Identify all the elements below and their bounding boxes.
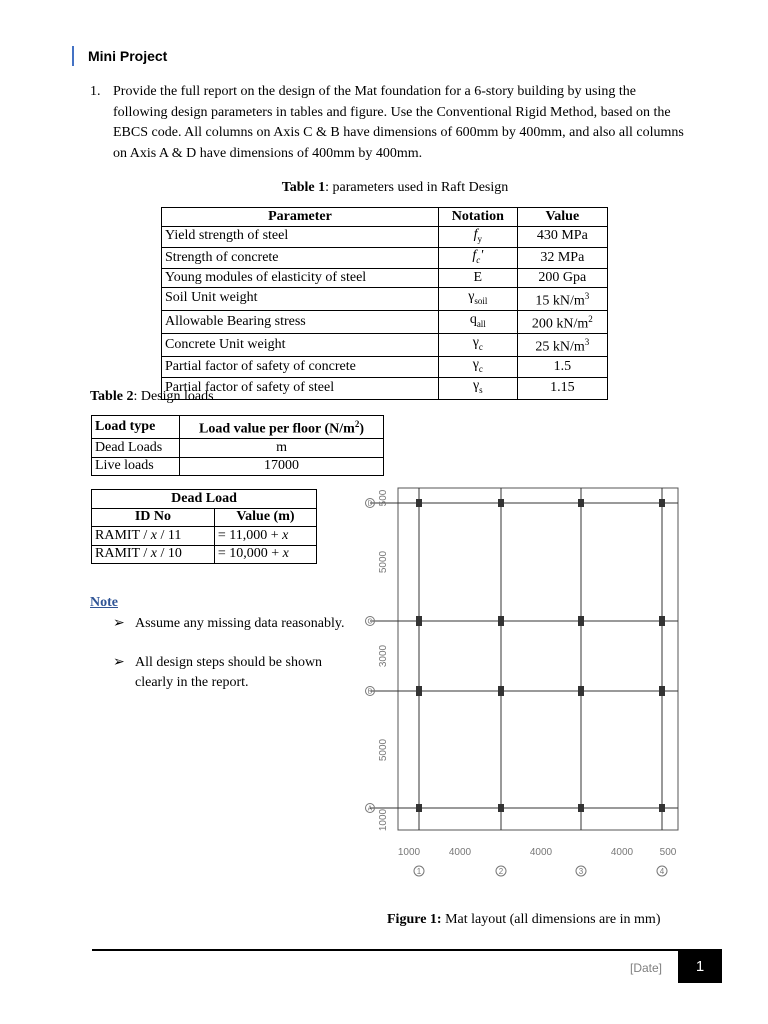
table1-caption (160, 180, 630, 196)
arrow-bullet-icon: ➢ (113, 655, 125, 670)
vertical-dim-label: 500 (378, 489, 389, 507)
table-title-cell: Dead Load (92, 490, 317, 509)
column (578, 686, 584, 696)
table-cell: E (438, 269, 517, 288)
table-cell: 1.15 (517, 378, 607, 399)
mat-layout-figure (360, 480, 690, 890)
note-item (113, 653, 353, 692)
column (498, 499, 504, 507)
note-item (113, 614, 353, 634)
table-cell: Young modules of elasticity of steel (162, 269, 439, 288)
column (416, 616, 422, 626)
column (498, 686, 504, 696)
table-cell: Yield strength of steel (162, 226, 439, 247)
table-cell: Partial factor of safety of steel (162, 378, 439, 399)
table-title-row (92, 490, 317, 509)
table-cell: 25 $kN/m^3$ (517, 333, 607, 356)
row-axis-markers (366, 499, 375, 813)
table-cell: 17000 (180, 457, 384, 476)
table2-caption (90, 389, 214, 405)
table-row (162, 287, 608, 310)
note-item-text: All design steps should be shown clearly in the report. (135, 655, 323, 690)
table-header-cell: Load value per floor $(N/m^2)$ (180, 416, 384, 439)
table-header-row (92, 508, 317, 527)
table-cell: 1.5 (517, 357, 607, 378)
column (498, 804, 504, 812)
table-cell: RAMIT / x / 11 (92, 527, 215, 546)
notation-cell: $\gamma_s$ (438, 378, 517, 399)
columns (416, 499, 665, 812)
table-cell: Dead Loads (92, 439, 180, 458)
column (416, 499, 422, 507)
row-axis-label: C (367, 618, 373, 626)
table-cell: Strength of concrete (162, 247, 439, 268)
table-cell: 200 $kN/m^2$ (517, 310, 607, 333)
horizontal-dim-label: 4000 (448, 847, 472, 858)
vertical-dim-label: 5000 (378, 738, 389, 762)
table-header-cell: ID No (92, 508, 215, 527)
table-header-row (162, 208, 608, 227)
table-row (162, 247, 608, 268)
vertical-dim-label: 3000 (378, 644, 389, 668)
column (659, 804, 665, 812)
dead-load-table (91, 489, 317, 564)
column (659, 499, 665, 507)
table-cell: 15 $kN/m^3$ (517, 287, 607, 310)
column (416, 686, 422, 696)
column-axis-label: 4 (659, 867, 665, 876)
table-header-row (92, 416, 384, 439)
table-cell: = 10,000 + x (214, 545, 316, 564)
row-axis-label: D (367, 500, 373, 508)
slab-outline (398, 488, 678, 830)
notation-cell: $\gamma_c$ (438, 357, 517, 378)
table-row (162, 333, 608, 356)
column (498, 616, 504, 626)
row-axis-label: B (367, 688, 373, 696)
table-cell: Concrete Unit weight (162, 333, 439, 356)
column (659, 686, 665, 696)
horizontal-dimensions (398, 847, 677, 858)
figure-caption (387, 912, 660, 928)
page-number: 1 (678, 951, 722, 983)
footer-divider (92, 949, 722, 951)
table-row (162, 226, 608, 247)
notation-cell: $\gamma_c$ (438, 333, 517, 356)
vertical-dim-label: 5000 (378, 550, 389, 574)
notation-cell: $\gamma_{soil}$ (438, 287, 517, 310)
column-axis-label: 3 (578, 867, 584, 876)
notation-cell: $f_y$ (438, 226, 517, 247)
table-row (162, 269, 608, 288)
table-cell: Soil Unit weight (162, 287, 439, 310)
vertical-dim-label: 1000 (378, 808, 389, 832)
table-header-cell: Notation (438, 208, 517, 227)
table1-caption-label: Table 1 (281, 180, 326, 195)
horizontal-dim-label: 4000 (529, 847, 553, 858)
table-cell: 430 MPa (517, 226, 607, 247)
table2-caption-label: Table 2 (90, 389, 134, 404)
table-cell: 32 MPa (517, 247, 607, 268)
table-row (162, 310, 608, 333)
table1-caption-text: : parameters used in Raft Design (325, 180, 509, 195)
question-text: Provide the full report on the design of the Mat foundation for a 6-story building by using the following design parameters in tables and figure. Use the Conventional Rigid Method, based on the EBCS code. All columns on Axis C & B have dimensions of 600mm by 400mm, and also all columns on Axis A & D have dimensions of 400mm by 400mm. (113, 84, 684, 161)
notation-cell: $f_c'$ (438, 247, 517, 268)
table-row (162, 357, 608, 378)
table-header-cell: Parameter (162, 208, 439, 227)
notation-cell: $q_{all}$ (438, 310, 517, 333)
table-row (92, 439, 384, 458)
figure-caption-label: Figure 1: (387, 912, 442, 927)
note-item-text: Assume any missing data reasonably. (135, 616, 345, 631)
question-number: 1. (90, 84, 101, 99)
column-axis-label: 1 (416, 867, 422, 876)
table-row (92, 527, 317, 546)
horizontal-dim-label: 500 (659, 847, 677, 858)
table-cell: Live loads (92, 457, 180, 476)
horizontal-dim-label: 4000 (610, 847, 634, 858)
footer-date: [Date] (630, 961, 663, 975)
column (659, 616, 665, 626)
table-cell: 200 Gpa (517, 269, 607, 288)
column-axis-markers (414, 866, 667, 876)
table-cell: RAMIT / x / 10 (92, 545, 215, 564)
design-loads-table (91, 415, 384, 476)
column (578, 499, 584, 507)
vertical-dimensions (378, 489, 389, 831)
column (416, 804, 422, 812)
row-axis-label: A (367, 805, 373, 813)
note-title: Note (90, 595, 118, 610)
header-title: Mini Project (72, 46, 167, 66)
column-axis-labels (417, 867, 665, 876)
table2-caption-text: : Design loads (133, 389, 214, 404)
table-cell: Partial factor of safety of concrete (162, 357, 439, 378)
table-row (92, 457, 384, 476)
row-axis-labels (367, 501, 372, 813)
table-cell: Allowable Bearing stress (162, 310, 439, 333)
figure-caption-text: Mat layout (all dimensions are in mm) (441, 912, 661, 927)
horizontal-dim-label: 1000 (397, 847, 421, 858)
column-axis-label: 2 (498, 867, 504, 876)
table-cell: = 11,000 + x (214, 527, 316, 546)
table-cell: m (180, 439, 384, 458)
table-header-cell: Value (m) (214, 508, 316, 527)
table-row (92, 545, 317, 564)
column (578, 804, 584, 812)
table-header-cell: Value (517, 208, 607, 227)
arrow-bullet-icon: ➢ (113, 616, 125, 631)
parameters-table (161, 207, 608, 400)
column (578, 616, 584, 626)
table-header-cell: Load type (92, 416, 180, 439)
table-row (162, 378, 608, 399)
question-block (90, 82, 690, 164)
